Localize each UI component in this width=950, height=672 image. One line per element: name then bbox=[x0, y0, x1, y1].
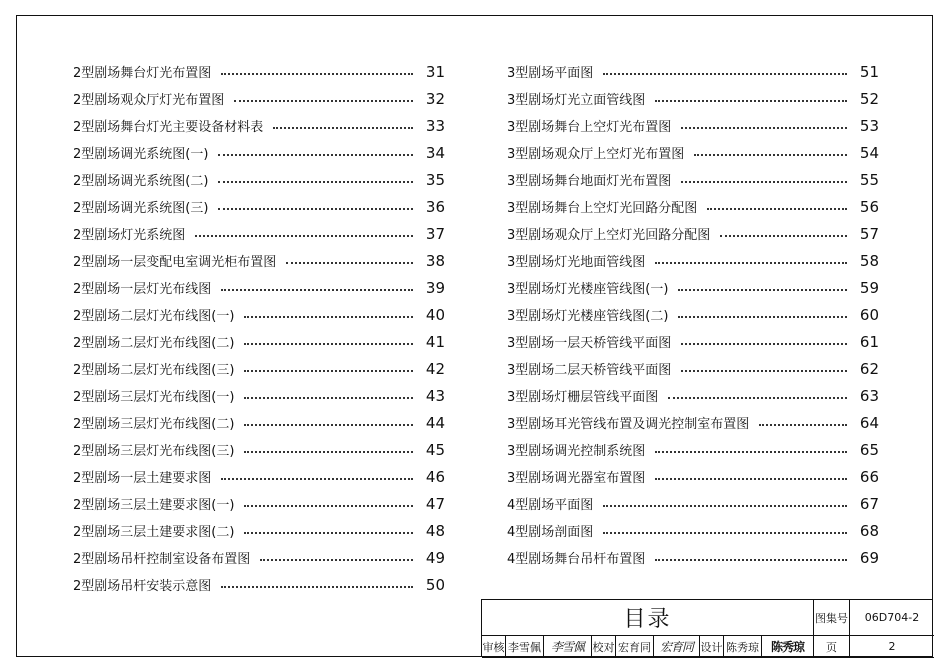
toc-entry-page: 67 bbox=[859, 494, 879, 513]
toc-entry bbox=[73, 544, 445, 571]
toc-entry bbox=[507, 193, 879, 220]
toc-entry-title: 2型剧场舞台灯光主要设备材料表 bbox=[73, 116, 269, 135]
toc-entry-title: 2型剧场二层灯光布线图(三) bbox=[73, 359, 240, 378]
page-label: 页 bbox=[814, 636, 850, 658]
toc-entry bbox=[73, 166, 445, 193]
toc-entry bbox=[507, 463, 879, 490]
toc-entry bbox=[507, 274, 879, 301]
check-label: 校对 bbox=[592, 636, 616, 658]
toc-entry-title: 3型剧场二层天桥管线平面图 bbox=[507, 359, 677, 378]
toc-entry bbox=[73, 247, 445, 274]
toc-entry-page: 43 bbox=[425, 386, 445, 405]
toc-entry-title: 2型剧场三层灯光布线图(三) bbox=[73, 440, 240, 459]
toc-entry-title: 3型剧场舞台地面灯光布置图 bbox=[507, 170, 677, 189]
toc-entry bbox=[73, 112, 445, 139]
leader-dots bbox=[707, 207, 847, 210]
atlas-no: 06D704-2 bbox=[850, 600, 934, 636]
leader-dots bbox=[244, 423, 413, 426]
designer-name: 陈秀琼 bbox=[724, 636, 762, 658]
leader-dots bbox=[195, 234, 413, 237]
toc-entry bbox=[73, 328, 445, 355]
toc-entry bbox=[507, 328, 879, 355]
leader-dots bbox=[244, 342, 413, 345]
leader-dots bbox=[234, 99, 413, 102]
toc-entry bbox=[73, 220, 445, 247]
toc-entry bbox=[73, 571, 445, 598]
design-label: 设计 bbox=[700, 636, 724, 658]
toc-entry-title: 2型剧场三层土建要求图(二) bbox=[73, 521, 240, 540]
leader-dots bbox=[244, 504, 413, 507]
toc-entry-title: 2型剧场三层灯光布线图(一) bbox=[73, 386, 240, 405]
toc-entry-page: 44 bbox=[425, 413, 445, 432]
toc-entry-title: 3型剧场灯光楼座管线图(二) bbox=[507, 305, 674, 324]
toc-entry-page: 54 bbox=[859, 143, 879, 162]
leader-dots bbox=[668, 396, 847, 399]
toc-entry-title: 3型剧场舞台上空灯光回路分配图 bbox=[507, 197, 703, 216]
toc-entry-page: 34 bbox=[425, 143, 445, 162]
atlas-no-label: 图集号 bbox=[814, 600, 850, 636]
checker-signature-mark: 宏育同 bbox=[659, 640, 693, 654]
title-block bbox=[481, 599, 933, 657]
toc-entry bbox=[507, 58, 879, 85]
toc-entry bbox=[507, 544, 879, 571]
reviewer-signature bbox=[544, 636, 592, 658]
toc-entry-page: 59 bbox=[859, 278, 879, 297]
toc-entry-title: 2型剧场舞台灯光布置图 bbox=[73, 62, 217, 81]
toc-entry-page: 66 bbox=[859, 467, 879, 486]
toc-entry-title: 3型剧场观众厅上空灯光回路分配图 bbox=[507, 224, 716, 243]
toc-entry-page: 65 bbox=[859, 440, 879, 459]
toc-entry-title: 4型剧场平面图 bbox=[507, 494, 599, 513]
checker-signature bbox=[654, 636, 700, 658]
toc-entry-page: 58 bbox=[859, 251, 879, 270]
leader-dots bbox=[603, 504, 847, 507]
toc-entry bbox=[73, 436, 445, 463]
leader-dots bbox=[681, 180, 847, 183]
leader-dots bbox=[221, 585, 413, 588]
toc-entry bbox=[507, 301, 879, 328]
toc-entry bbox=[73, 274, 445, 301]
toc-entry-title: 3型剧场调光器室布置图 bbox=[507, 467, 651, 486]
toc-entry bbox=[73, 58, 445, 85]
toc-entry-page: 48 bbox=[425, 521, 445, 540]
toc-entry bbox=[73, 517, 445, 544]
toc-entry-page: 36 bbox=[425, 197, 445, 216]
toc-entry-page: 31 bbox=[425, 62, 445, 81]
toc-entry-page: 38 bbox=[425, 251, 445, 270]
leader-dots bbox=[244, 315, 413, 318]
toc-entry-page: 63 bbox=[859, 386, 879, 405]
leader-dots bbox=[678, 315, 847, 318]
toc-entry-page: 42 bbox=[425, 359, 445, 378]
toc-entry-title: 2型剧场三层灯光布线图(二) bbox=[73, 413, 240, 432]
toc-entry bbox=[507, 220, 879, 247]
toc-entry-page: 62 bbox=[859, 359, 879, 378]
toc-entry-title: 2型剧场灯光系统图 bbox=[73, 224, 191, 243]
toc-entry bbox=[73, 355, 445, 382]
toc-entry-title: 4型剧场舞台吊杆布置图 bbox=[507, 548, 651, 567]
leader-dots bbox=[655, 477, 847, 480]
toc-entry-title: 2型剧场调光系统图(二) bbox=[73, 170, 214, 189]
toc-entry bbox=[507, 112, 879, 139]
toc-entry bbox=[507, 355, 879, 382]
toc-entry-page: 33 bbox=[425, 116, 445, 135]
toc-entry-page: 69 bbox=[859, 548, 879, 567]
leader-dots bbox=[655, 261, 847, 264]
toc-entry-title: 2型剧场吊杆安装示意图 bbox=[73, 575, 217, 594]
toc-entry-page: 35 bbox=[425, 170, 445, 189]
checker-name: 宏育同 bbox=[616, 636, 654, 658]
toc-entry-page: 61 bbox=[859, 332, 879, 351]
toc-entry-title: 3型剧场灯光地面管线图 bbox=[507, 251, 651, 270]
leader-dots bbox=[655, 99, 847, 102]
toc-entry-page: 60 bbox=[859, 305, 879, 324]
designer-signature bbox=[762, 636, 814, 658]
toc-entry-title: 2型剧场一层变配电室调光柜布置图 bbox=[73, 251, 282, 270]
toc-entry-title: 2型剧场吊杆控制室设备布置图 bbox=[73, 548, 256, 567]
leader-dots bbox=[603, 72, 847, 75]
leader-dots bbox=[759, 423, 847, 426]
toc-entry-page: 64 bbox=[859, 413, 879, 432]
toc-entry-page: 52 bbox=[859, 89, 879, 108]
toc-entry-page: 51 bbox=[859, 62, 879, 81]
reviewer-name: 李雪佩 bbox=[506, 636, 544, 658]
toc-entry bbox=[507, 409, 879, 436]
title-block-title: 目录 bbox=[482, 600, 814, 636]
toc-entry-page: 45 bbox=[425, 440, 445, 459]
leader-dots bbox=[244, 450, 413, 453]
leader-dots bbox=[221, 477, 413, 480]
toc-entry bbox=[73, 409, 445, 436]
leader-dots bbox=[694, 153, 847, 156]
toc-entry bbox=[73, 139, 445, 166]
leader-dots bbox=[655, 558, 847, 561]
toc-entry-page: 37 bbox=[425, 224, 445, 243]
toc-entry-page: 49 bbox=[425, 548, 445, 567]
toc-entry bbox=[507, 139, 879, 166]
toc-entry-page: 53 bbox=[859, 116, 879, 135]
toc-entry bbox=[507, 490, 879, 517]
leader-dots bbox=[221, 72, 413, 75]
leader-dots bbox=[720, 234, 847, 237]
toc-entry bbox=[73, 382, 445, 409]
toc-entry bbox=[73, 301, 445, 328]
leader-dots bbox=[681, 342, 847, 345]
toc-entry-page: 41 bbox=[425, 332, 445, 351]
leader-dots bbox=[218, 153, 413, 156]
page-number: 2 bbox=[850, 636, 934, 658]
leader-dots bbox=[681, 126, 847, 129]
toc-entry bbox=[507, 85, 879, 112]
toc-entry bbox=[507, 382, 879, 409]
toc-entry-title: 2型剧场三层土建要求图(一) bbox=[73, 494, 240, 513]
toc-entry-title: 2型剧场调光系统图(一) bbox=[73, 143, 214, 162]
toc-entry-title: 2型剧场一层灯光布线图 bbox=[73, 278, 217, 297]
toc-entry-page: 40 bbox=[425, 305, 445, 324]
toc-entry-page: 32 bbox=[425, 89, 445, 108]
toc-entry bbox=[73, 85, 445, 112]
leader-dots bbox=[678, 288, 847, 291]
toc-entry bbox=[73, 490, 445, 517]
toc-entry-title: 3型剧场灯光楼座管线图(一) bbox=[507, 278, 674, 297]
leader-dots bbox=[260, 558, 413, 561]
toc-entry-title: 4型剧场剖面图 bbox=[507, 521, 599, 540]
leader-dots bbox=[286, 261, 413, 264]
toc-entry-page: 55 bbox=[859, 170, 879, 189]
toc-entry-page: 50 bbox=[425, 575, 445, 594]
toc-entry bbox=[507, 247, 879, 274]
toc-entry-title: 3型剧场调光控制系统图 bbox=[507, 440, 651, 459]
toc-entry bbox=[73, 193, 445, 220]
leader-dots bbox=[655, 450, 847, 453]
toc-entry-title: 3型剧场观众厅上空灯光布置图 bbox=[507, 143, 690, 162]
leader-dots bbox=[244, 396, 413, 399]
toc-entry-title: 3型剧场灯栅层管线平面图 bbox=[507, 386, 664, 405]
toc-entry-title: 3型剧场平面图 bbox=[507, 62, 599, 81]
toc-entry-title: 2型剧场一层土建要求图 bbox=[73, 467, 217, 486]
toc-entry bbox=[507, 166, 879, 193]
toc-left-column bbox=[73, 58, 445, 598]
leader-dots bbox=[681, 369, 847, 372]
toc-entry-title: 2型剧场二层灯光布线图(二) bbox=[73, 332, 240, 351]
leader-dots bbox=[218, 180, 413, 183]
toc-entry-title: 3型剧场灯光立面管线图 bbox=[507, 89, 651, 108]
leader-dots bbox=[244, 531, 413, 534]
toc-entry bbox=[73, 463, 445, 490]
toc-entry bbox=[507, 517, 879, 544]
toc-entry-page: 56 bbox=[859, 197, 879, 216]
designer-signature-mark: 陈秀琼 bbox=[770, 640, 804, 654]
leader-dots bbox=[218, 207, 413, 210]
leader-dots bbox=[273, 126, 413, 129]
toc-entry-page: 57 bbox=[859, 224, 879, 243]
toc-right-column bbox=[507, 58, 879, 571]
toc-entry-page: 47 bbox=[425, 494, 445, 513]
leader-dots bbox=[221, 288, 413, 291]
toc-entry-page: 68 bbox=[859, 521, 879, 540]
leader-dots bbox=[244, 369, 413, 372]
toc-entry-title: 2型剧场二层灯光布线图(一) bbox=[73, 305, 240, 324]
toc-entry-title: 3型剧场耳光管线布置及调光控制室布置图 bbox=[507, 413, 755, 432]
toc-entry-page: 39 bbox=[425, 278, 445, 297]
reviewer-signature-mark: 李雪佩 bbox=[550, 640, 584, 654]
toc-entry-title: 2型剧场调光系统图(三) bbox=[73, 197, 214, 216]
toc-entry-title: 2型剧场观众厅灯光布置图 bbox=[73, 89, 230, 108]
leader-dots bbox=[603, 531, 847, 534]
toc-entry-title: 3型剧场舞台上空灯光布置图 bbox=[507, 116, 677, 135]
toc-entry-page: 46 bbox=[425, 467, 445, 486]
toc-entry bbox=[507, 436, 879, 463]
toc-entry-title: 3型剧场一层天桥管线平面图 bbox=[507, 332, 677, 351]
review-label: 审核 bbox=[482, 636, 506, 658]
